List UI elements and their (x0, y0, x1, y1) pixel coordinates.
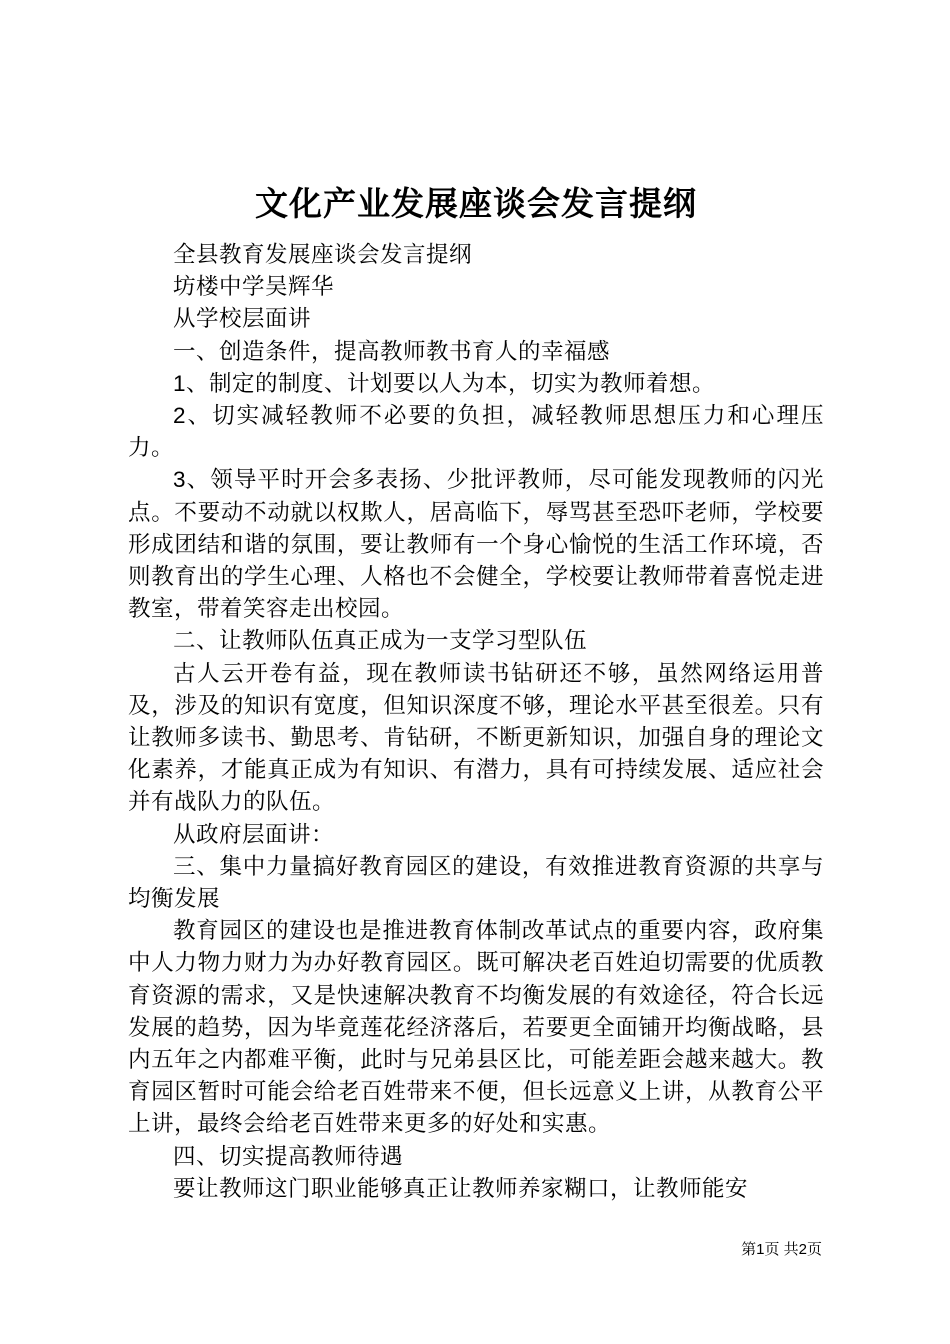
document-body (128, 239, 824, 1205)
paragraph: 1、制定的制度、计划要以人为本，切实为教师着想。 (173, 370, 716, 396)
document-content (128, 184, 824, 1205)
page-number: 第1页 共2页 (741, 1241, 822, 1258)
page-footer (741, 1241, 822, 1259)
paragraph: 一、创造条件，提高教师教书育人的幸福感 (173, 338, 611, 364)
paragraph: 二、让教师队伍真正成为一支学习型队伍 (173, 628, 588, 654)
paragraph: 要让教师这门职业能够真正让教师养家糊口，让教师能安 (173, 1175, 749, 1201)
paragraph: 古人云开卷有益，现在教师读书钻研还不够，虽然网络运用普及，涉及的知识有宽度，但知识深度不够，理论水平甚至很差。只有让教师多读书、勤思考、肯钻研，不断更新知识，加强自身的理论文化素养，才能真正成为有知识、有潜力，具有可持续发展、适应社会并有战队力的队伍。 (128, 660, 824, 815)
paragraph: 2、切实减轻教师不必要的负担，减轻教师思想压力和心理压力。 (128, 403, 824, 461)
paragraph: 三、集中力量搞好教育园区的建设，有效推进教育资源的共享与均衡发展 (128, 853, 824, 912)
paragraph: 坊楼中学吴辉华 (173, 274, 335, 300)
paragraph: 从政府层面讲： (173, 821, 335, 847)
paragraph: 教育园区的建设也是推进教育体制改革试点的重要内容，政府集中人力物力财力为办好教育园区。既可解决老百姓迫切需要的优质教育资源的需求，又是快速解决教育不均衡发展的有效途径，符合长远发展的趋势，因为毕竟莲花经济落后，若要更全面铺开均衡战略，县内五年之内都难平衡，此时与兄弟县区比，可能差距会越来越大。教育园区暂时可能会给老百姓带来不便，但长远意义上讲，从教育公平上讲，最终会给老百姓带来更多的好处和实惠。 (128, 918, 824, 1137)
document-title: 文化产业发展座谈会发言提纲 (255, 185, 697, 222)
paragraph: 四、切实提高教师待遇 (173, 1143, 404, 1169)
paragraph: 3、领导平时开会多表扬、少批评教师，尽可能发现教师的闪光点。不要动不动就以权欺人，居高临下，辱骂甚至恐吓老师，学校要形成团结和谐的氛围，要让教师有一个身心愉悦的生活工作环境，否则教育出的学生心理、人格也不会健全，学校要让教师带着喜悦走进教室，带着笑容走出校园。 (128, 467, 824, 622)
paragraph: 全县教育发展座谈会发言提纲 (173, 242, 473, 267)
paragraph: 从学校层面讲 (173, 306, 312, 332)
